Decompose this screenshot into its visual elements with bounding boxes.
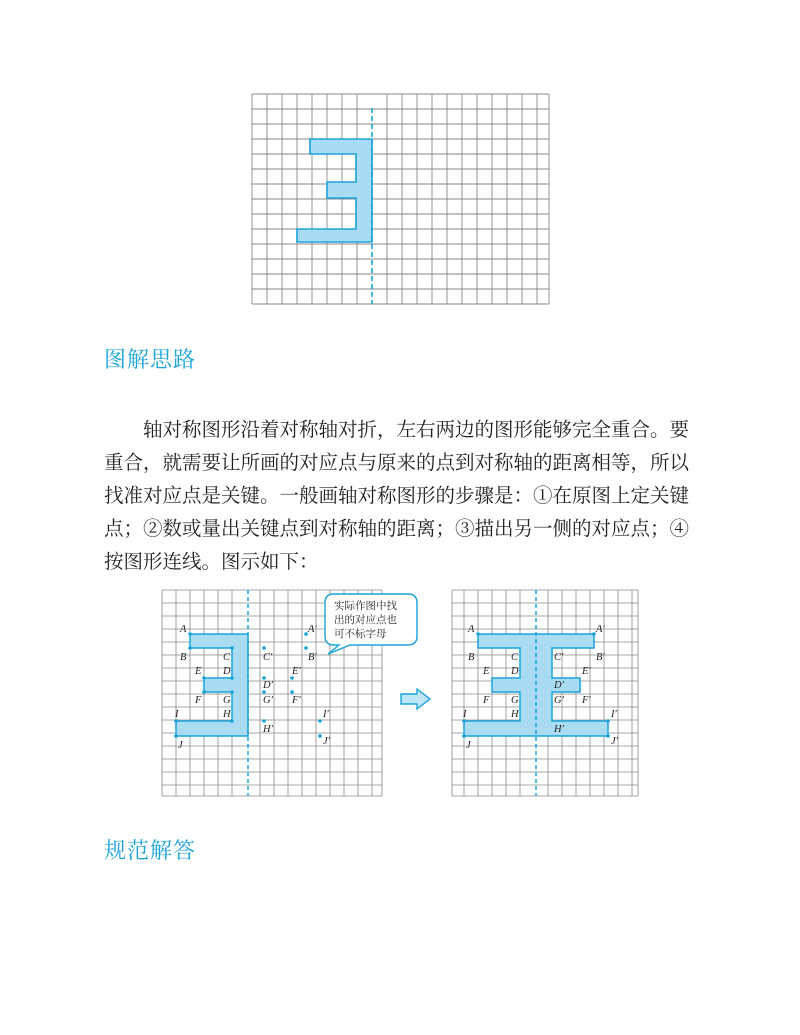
paragraph-line: 重合，就需要让所画的对应点与原来的点到对称轴的距离相等，所以	[104, 451, 690, 474]
point-label-G-prime: G′	[263, 695, 273, 706]
point-label-E: E	[195, 666, 202, 677]
right-arrow-icon	[400, 688, 432, 710]
explanation-paragraph	[104, 413, 704, 578]
point-label-J-prime: J′	[323, 736, 330, 747]
point-label-D: D	[223, 666, 231, 677]
paragraph-line: 轴对称图形沿着对称轴对折，左右两边的图形能够完全重合。要	[143, 418, 690, 441]
point-label-H: H	[223, 709, 231, 720]
point-label-B-prime: B′	[596, 652, 605, 663]
point-label-J: J	[178, 740, 183, 751]
point-label-I-prime: I′	[611, 709, 617, 720]
point-label-I-prime: I′	[323, 709, 329, 720]
callout-text: 可不标字母	[334, 628, 387, 640]
point-label-A: A	[468, 624, 475, 635]
section-heading-answer: 规范解答	[104, 839, 197, 864]
point-label-I: I	[175, 709, 179, 720]
left-diagram	[162, 590, 397, 796]
point-label-E: E	[483, 666, 490, 677]
paragraph-line: 找准对应点是关键。一般画轴对称图形的步骤是：①在原图上定关键	[104, 484, 690, 507]
paragraph-line: 按图形连线。图示如下：	[104, 550, 319, 573]
callout-text: 出的对应点也	[334, 614, 397, 626]
point-label-A-prime: A′	[596, 624, 605, 635]
right-diagram	[452, 590, 638, 796]
point-label-G: G	[511, 695, 519, 706]
half-shape	[176, 634, 248, 736]
point-label-E-prime: E′	[292, 666, 301, 677]
point-label-J-prime: J′	[611, 736, 618, 747]
section-heading-approach: 图解思路	[104, 348, 197, 373]
paragraph-line: 点；②数或量出关键点到对称轴的距离；③描出另一侧的对应点；④	[104, 517, 690, 540]
callout-text: 实际作图中找	[334, 600, 397, 612]
point-label-F: F	[483, 695, 490, 706]
point-label-E-prime: E′	[582, 666, 591, 677]
grid-lines	[252, 94, 549, 304]
point-label-F-prime: F′	[292, 695, 301, 706]
point-label-H: H	[511, 709, 519, 720]
point-label-H-prime: H′	[263, 724, 273, 735]
point-label-B: B	[180, 652, 187, 663]
top-figure	[252, 94, 549, 304]
point-label-B: B	[468, 652, 475, 663]
point-label-I: I	[463, 709, 467, 720]
point-label-H-prime: H′	[554, 724, 564, 735]
point-label-G-prime: G′	[554, 695, 564, 706]
point-label-F-prime: F′	[582, 695, 591, 706]
point-label-G: G	[223, 695, 231, 706]
point-label-D-prime: D′	[554, 680, 564, 691]
point-label-A-prime: A′	[308, 624, 317, 635]
point-label-C-prime: C′	[263, 652, 273, 663]
point-label-A: A	[180, 624, 187, 635]
point-label-C-prime: C′	[554, 652, 564, 663]
point-label-D: D	[511, 666, 519, 677]
point-label-D-prime: D′	[263, 680, 273, 691]
point-label-C: C	[511, 652, 519, 663]
callout-bubble	[325, 594, 417, 654]
point-label-J: J	[466, 740, 471, 751]
point-label-B-prime: B′	[308, 652, 317, 663]
point-label-C: C	[223, 652, 231, 663]
point-label-F: F	[195, 695, 202, 706]
